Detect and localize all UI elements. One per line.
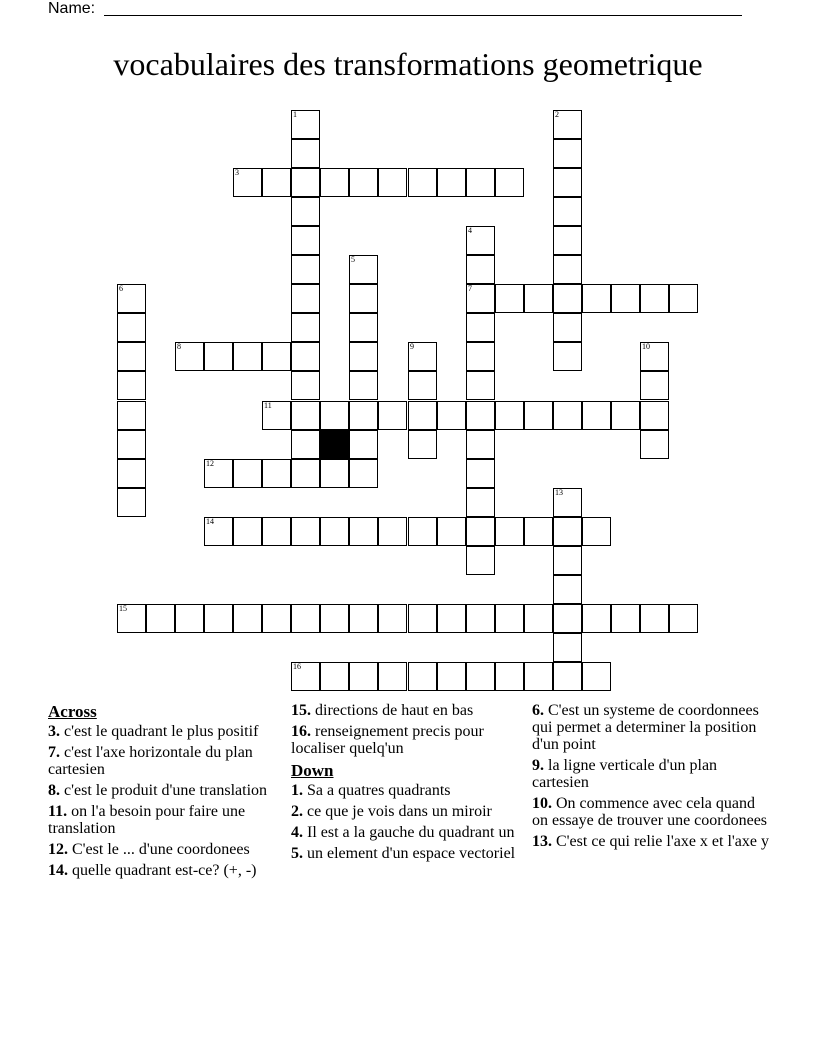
crossword-cell[interactable] [320,168,349,197]
clue-number: 9. [532,757,544,774]
cell-number: 1 [293,110,297,119]
clue-10 [532,795,772,829]
clue-text: C'est un systeme de coordonnees qui permet a determiner la position d'un point [532,702,759,753]
crossword-cell[interactable] [349,430,378,459]
crossword-cell[interactable] [233,342,262,371]
crossword-cell[interactable] [495,662,524,691]
crossword-cell[interactable] [349,371,378,400]
down-heading: Down [291,761,334,780]
crossword-cell[interactable] [582,284,611,313]
crossword-cell[interactable] [291,197,320,226]
across-clue-list [48,723,278,879]
crossword-cell[interactable] [553,517,582,546]
crossword-cell[interactable] [553,313,582,342]
black-square [320,430,349,459]
clue-11 [48,803,278,837]
crossword-cell[interactable] [349,284,378,313]
clue-7 [48,744,278,778]
crossword-cell[interactable] [291,139,320,168]
clue-number: 4. [291,824,303,841]
crossword-cell[interactable] [233,604,262,633]
clue-text: on l'a besoin pour faire une translation [48,803,246,837]
crossword-cell[interactable] [466,226,495,255]
crossword-cell[interactable] [349,517,378,546]
cell-number: 11 [264,401,272,410]
crossword-cell[interactable] [262,401,291,430]
crossword-cell[interactable] [611,401,640,430]
clue-number: 8. [48,782,60,799]
cell-number: 2 [555,110,559,119]
clue-number: 12. [48,841,68,858]
crossword-cell[interactable] [437,168,466,197]
crossword-cell[interactable] [524,517,553,546]
clue-number: 1. [291,782,303,799]
crossword-cell[interactable] [466,255,495,284]
crossword-cell[interactable] [320,604,349,633]
clue-text: directions de haut en bas [311,702,474,719]
crossword-cell[interactable] [669,284,698,313]
clue-number: 7. [48,744,60,761]
crossword-cell[interactable] [262,168,291,197]
crossword-cell[interactable] [349,662,378,691]
across-clue-list-continued [291,702,523,757]
crossword-cell[interactable] [611,604,640,633]
crossword-cell[interactable] [408,604,437,633]
crossword-cell[interactable] [378,604,407,633]
crossword-cell[interactable] [553,226,582,255]
crossword-cell[interactable] [146,604,175,633]
crossword-cell[interactable] [408,430,437,459]
crossword-cell[interactable] [262,517,291,546]
crossword-cell[interactable] [466,604,495,633]
clue-text: la ligne verticale d'un plan cartesien [532,757,718,791]
crossword-cell[interactable] [204,342,233,371]
crossword-cell[interactable] [466,459,495,488]
crossword-cell[interactable] [524,604,553,633]
crossword-cell[interactable] [640,604,669,633]
crossword-cell[interactable] [553,139,582,168]
crossword-cell[interactable] [408,517,437,546]
crossword-cell[interactable] [291,255,320,284]
crossword-cell[interactable] [175,604,204,633]
crossword-cell[interactable] [117,459,146,488]
crossword-cell[interactable] [495,517,524,546]
crossword-cell[interactable] [524,284,553,313]
crossword-cell[interactable] [349,401,378,430]
crossword-cell[interactable] [553,168,582,197]
crossword-cell[interactable] [524,401,553,430]
crossword-cell[interactable] [408,662,437,691]
crossword-cell[interactable] [466,488,495,517]
crossword-cell[interactable] [233,459,262,488]
crossword-cell[interactable] [553,662,582,691]
crossword-cell[interactable] [291,313,320,342]
clue-number: 16. [291,723,311,740]
clue-1 [291,782,523,799]
clue-text: On commence avec cela quand on essaye de trouver une coordonees [532,795,768,829]
crossword-cell[interactable] [117,342,146,371]
crossword-cell[interactable] [437,517,466,546]
crossword-cell[interactable] [640,284,669,313]
clue-text: c'est le quadrant le plus positif [60,723,259,740]
cell-number: 12 [206,459,214,468]
down-clue-list [291,782,523,862]
crossword-cell[interactable] [582,662,611,691]
crossword-cell[interactable] [408,401,437,430]
crossword-cell[interactable] [320,662,349,691]
crossword-cell[interactable] [582,401,611,430]
cell-number: 13 [555,488,563,497]
crossword-cell[interactable] [553,575,582,604]
crossword-cell[interactable] [640,401,669,430]
crossword-cell[interactable] [437,604,466,633]
crossword-cell[interactable] [291,430,320,459]
down-clue-list-continued [532,702,772,850]
cell-number: 4 [468,226,472,235]
crossword-cell[interactable] [524,662,553,691]
cell-number: 6 [119,284,123,293]
crossword-cell[interactable] [291,371,320,400]
clue-14 [48,862,278,879]
crossword-cell[interactable] [466,517,495,546]
crossword-cell[interactable] [466,313,495,342]
crossword-cell[interactable] [349,168,378,197]
crossword-cell[interactable] [291,284,320,313]
crossword-cell[interactable] [553,401,582,430]
crossword-cell[interactable] [117,284,146,313]
crossword-cell[interactable] [553,255,582,284]
crossword-cell[interactable] [437,401,466,430]
crossword-cell[interactable] [291,517,320,546]
crossword-cell[interactable] [640,342,669,371]
crossword-cell[interactable] [378,662,407,691]
clue-number: 3. [48,723,60,740]
crossword-cell[interactable] [553,197,582,226]
clue-number: 15. [291,702,311,719]
crossword-cell[interactable] [233,517,262,546]
clue-text: c'est le produit d'une translation [60,782,268,799]
crossword-cell[interactable] [640,371,669,400]
clue-2 [291,803,523,820]
clue-number: 13. [532,833,552,850]
clue-number: 14. [48,862,68,879]
crossword-cell[interactable] [320,401,349,430]
crossword-cell[interactable] [582,517,611,546]
crossword-cell[interactable] [291,604,320,633]
crossword-cell[interactable] [320,517,349,546]
crossword-cell[interactable] [117,604,146,633]
crossword-cell[interactable] [466,662,495,691]
clue-12 [48,841,278,858]
crossword-cell[interactable] [349,255,378,284]
crossword-cell[interactable] [437,662,466,691]
crossword-cell[interactable] [553,546,582,575]
crossword-cell[interactable] [553,110,582,139]
crossword-cell[interactable] [553,284,582,313]
cell-number: 16 [293,662,301,671]
crossword-cell[interactable] [466,342,495,371]
clue-9 [532,757,772,791]
clues-column-1 [48,702,278,883]
crossword-cell[interactable] [117,313,146,342]
crossword-cell[interactable] [349,313,378,342]
clue-number: 2. [291,803,303,820]
crossword-cell[interactable] [291,459,320,488]
crossword-cell[interactable] [291,401,320,430]
clue-number: 11. [48,803,68,820]
crossword-cell[interactable] [320,459,349,488]
crossword-cell[interactable] [408,168,437,197]
clue-13 [532,833,772,850]
crossword-cell[interactable] [204,604,233,633]
clue-6 [532,702,772,753]
clue-4 [291,824,523,841]
clues-column-2 [291,702,523,866]
cell-number: 3 [235,168,239,177]
crossword-cell[interactable] [466,371,495,400]
cell-number: 14 [206,517,214,526]
crossword-cell[interactable] [349,342,378,371]
crossword-cell[interactable] [378,517,407,546]
crossword-cell[interactable] [378,168,407,197]
clue-text: C'est le ... d'une coordonees [68,841,250,858]
crossword-cell[interactable] [175,342,204,371]
crossword-cell[interactable] [466,430,495,459]
cell-number: 10 [642,342,650,351]
crossword-cell[interactable] [553,342,582,371]
clue-text: un element d'un espace vectoriel [303,845,516,862]
crossword-cell[interactable] [262,604,291,633]
clue-16 [291,723,523,757]
crossword-cell[interactable] [291,110,320,139]
crossword-cell[interactable] [640,430,669,459]
crossword-cell[interactable] [117,430,146,459]
crossword-cell[interactable] [378,401,407,430]
crossword-cell[interactable] [349,459,378,488]
crossword-cell[interactable] [204,517,233,546]
clue-number: 6. [532,702,544,719]
crossword-cell[interactable] [291,662,320,691]
crossword-cell[interactable] [495,604,524,633]
page-title: vocabulaires des transformations geometrique [113,46,703,82]
clue-text: ce que je vois dans un miroir [303,803,492,820]
crossword-cell[interactable] [204,459,233,488]
clue-number: 5. [291,845,303,862]
clues-column-3 [532,702,772,854]
crossword-cell[interactable] [495,168,524,197]
crossword-cell[interactable] [582,604,611,633]
clue-8 [48,782,278,799]
clue-3 [48,723,278,740]
cell-number: 15 [119,604,127,613]
crossword-cell[interactable] [291,342,320,371]
name-label: Name: [48,0,96,17]
crossword-cell[interactable] [466,401,495,430]
across-heading: Across [48,702,97,721]
crossword-cell[interactable] [117,371,146,400]
crossword-cell[interactable] [349,604,378,633]
clue-text: Sa a quatres quadrants [303,782,451,799]
cell-number: 8 [177,342,181,351]
crossword-cell[interactable] [408,371,437,400]
crossword-cell[interactable] [233,168,262,197]
crossword-cell[interactable] [262,342,291,371]
crossword-cell[interactable] [262,459,291,488]
crossword-cell[interactable] [117,488,146,517]
crossword-cell[interactable] [466,284,495,313]
clue-number: 10. [532,795,552,812]
clue-text: c'est l'axe horizontale du plan cartesien [48,744,253,778]
crossword-cell[interactable] [291,226,320,255]
crossword-cell[interactable] [466,546,495,575]
clue-15 [291,702,523,719]
crossword-cell[interactable] [611,284,640,313]
cell-number: 9 [410,342,414,351]
crossword-cell[interactable] [553,488,582,517]
clue-text: quelle quadrant est-ce? (+, -) [68,862,257,879]
crossword-cell[interactable] [553,633,582,662]
crossword-cell[interactable] [495,401,524,430]
cell-number: 5 [351,255,355,264]
clue-text: Il est a la gauche du quadrant un [303,824,515,841]
crossword-cell[interactable] [117,401,146,430]
crossword-cell[interactable] [408,342,437,371]
crossword-cell[interactable] [669,604,698,633]
clue-text: renseignement precis pour localiser quelq'un [291,723,484,757]
crossword-cell[interactable] [466,168,495,197]
crossword-cell[interactable] [553,604,582,633]
crossword-cell[interactable] [291,168,320,197]
crossword-cell[interactable] [495,284,524,313]
clue-5 [291,845,523,862]
cell-number: 7 [468,284,472,293]
clue-text: C'est ce qui relie l'axe x et l'axe y [552,833,770,850]
